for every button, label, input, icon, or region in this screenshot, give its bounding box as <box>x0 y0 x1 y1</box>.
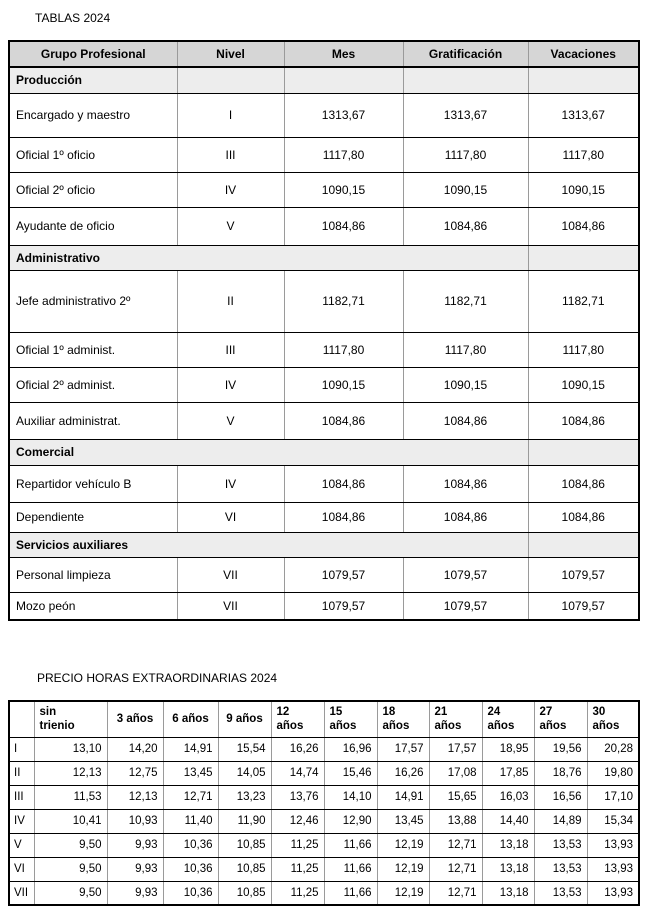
table-row <box>9 207 639 245</box>
cell-value: 12,71 <box>163 785 218 809</box>
section-label: Comercial <box>9 439 528 465</box>
cell-vacaciones: 1084,86 <box>528 207 639 245</box>
cell-value: 13,45 <box>377 809 429 833</box>
header-label: 30 años <box>592 705 620 733</box>
cell-grupo: Oficial 2º administ. <box>9 367 177 402</box>
col-header-18-anos <box>377 701 429 737</box>
cell-value: 14,05 <box>218 761 271 785</box>
header-label: 21 años <box>434 705 462 733</box>
cell-vacaciones: 1313,67 <box>528 93 639 137</box>
header-label: 12 años <box>276 705 304 733</box>
header-label: 15 años <box>329 705 357 733</box>
cell-nivel: III <box>177 137 284 172</box>
col-header-30-anos <box>587 701 639 737</box>
col-header-gratificacion: Gratificación <box>403 41 528 67</box>
cell-gratificacion: 1090,15 <box>403 367 528 402</box>
section-row-administrativo <box>9 245 639 270</box>
cell-nivel: IV <box>177 172 284 207</box>
cell-gratificacion: 1084,86 <box>403 502 528 532</box>
cell-value: 15,46 <box>324 761 377 785</box>
table-row <box>9 809 639 833</box>
cell-nivel: IV <box>177 465 284 502</box>
cell-gratificacion: 1117,80 <box>403 332 528 367</box>
cell-gratificacion: 1313,67 <box>403 93 528 137</box>
cell-grupo: Mozo peón <box>9 592 177 620</box>
salary-table-title: TABLAS 2024 <box>35 11 111 25</box>
cell-value: 9,50 <box>34 857 107 881</box>
cell-nivel-label: VII <box>9 881 34 905</box>
cell-value: 11,40 <box>163 809 218 833</box>
table-row <box>9 137 639 172</box>
cell-nivel: II <box>177 270 284 332</box>
col-header-9-anos: 9 años <box>218 701 271 737</box>
cell-value: 13,23 <box>218 785 271 809</box>
cell-vacaciones: 1084,86 <box>528 465 639 502</box>
cell-value: 9,93 <box>107 881 163 905</box>
cell-value: 19,56 <box>534 737 587 761</box>
cell-mes: 1117,80 <box>284 332 403 367</box>
cell-value: 12,90 <box>324 809 377 833</box>
col-header-6-anos: 6 años <box>163 701 218 737</box>
overtime-table <box>8 700 640 906</box>
cell-value: 9,50 <box>34 833 107 857</box>
cell-mes: 1313,67 <box>284 93 403 137</box>
cell-nivel-label: II <box>9 761 34 785</box>
cell-grupo: Repartidor vehículo B <box>9 465 177 502</box>
cell-value: 12,13 <box>107 785 163 809</box>
table-row <box>9 502 639 532</box>
cell-value: 11,53 <box>34 785 107 809</box>
section-row-servicios-auxiliares <box>9 532 639 557</box>
cell-gratificacion: 1079,57 <box>403 557 528 592</box>
empty-cell <box>528 67 639 93</box>
cell-nivel: VII <box>177 592 284 620</box>
cell-value: 12,71 <box>429 857 482 881</box>
cell-vacaciones: 1117,80 <box>528 332 639 367</box>
table-row <box>9 367 639 402</box>
cell-value: 9,93 <box>107 833 163 857</box>
cell-value: 14,91 <box>377 785 429 809</box>
cell-vacaciones: 1084,86 <box>528 502 639 532</box>
cell-grupo: Ayudante de oficio <box>9 207 177 245</box>
cell-grupo: Jefe administrativo 2º <box>9 270 177 332</box>
cell-grupo: Personal limpieza <box>9 557 177 592</box>
table-row <box>9 402 639 439</box>
cell-mes: 1117,80 <box>284 137 403 172</box>
table-row <box>9 881 639 905</box>
cell-value: 19,80 <box>587 761 639 785</box>
cell-nivel: V <box>177 207 284 245</box>
cell-value: 10,36 <box>163 881 218 905</box>
col-header-empty <box>9 701 34 737</box>
section-row-produccion <box>9 67 639 93</box>
cell-value: 17,10 <box>587 785 639 809</box>
cell-vacaciones: 1079,57 <box>528 557 639 592</box>
cell-value: 13,45 <box>163 761 218 785</box>
cell-value: 15,34 <box>587 809 639 833</box>
col-header-27-anos <box>534 701 587 737</box>
table-row <box>9 857 639 881</box>
table-row <box>9 833 639 857</box>
cell-value: 13,93 <box>587 857 639 881</box>
table-row <box>9 737 639 761</box>
section-label: Administrativo <box>9 245 528 270</box>
cell-value: 14,89 <box>534 809 587 833</box>
cell-value: 10,85 <box>218 833 271 857</box>
col-header-sin-trienio <box>34 701 107 737</box>
cell-gratificacion: 1182,71 <box>403 270 528 332</box>
header-label: 27 años <box>539 705 567 733</box>
cell-value: 11,66 <box>324 857 377 881</box>
salary-table <box>8 40 640 621</box>
cell-value: 13,93 <box>587 833 639 857</box>
cell-value: 16,96 <box>324 737 377 761</box>
cell-value: 16,03 <box>482 785 534 809</box>
cell-value: 10,36 <box>163 833 218 857</box>
cell-value: 20,28 <box>587 737 639 761</box>
cell-value: 9,50 <box>34 881 107 905</box>
table-row <box>9 557 639 592</box>
cell-vacaciones: 1079,57 <box>528 592 639 620</box>
cell-value: 15,54 <box>218 737 271 761</box>
cell-value: 18,76 <box>534 761 587 785</box>
cell-vacaciones: 1117,80 <box>528 137 639 172</box>
col-header-vacaciones: Vacaciones <box>528 41 639 67</box>
col-header-mes: Mes <box>284 41 403 67</box>
salary-header-row <box>9 41 639 67</box>
cell-value: 11,66 <box>324 881 377 905</box>
cell-value: 11,25 <box>271 881 324 905</box>
cell-nivel: IV <box>177 367 284 402</box>
cell-value: 14,40 <box>482 809 534 833</box>
cell-nivel-label: V <box>9 833 34 857</box>
cell-value: 17,85 <box>482 761 534 785</box>
cell-value: 13,93 <box>587 881 639 905</box>
cell-value: 13,53 <box>534 881 587 905</box>
cell-nivel: I <box>177 93 284 137</box>
table-row <box>9 592 639 620</box>
cell-value: 13,18 <box>482 857 534 881</box>
cell-value: 9,93 <box>107 857 163 881</box>
cell-value: 17,57 <box>429 737 482 761</box>
table-row <box>9 465 639 502</box>
cell-mes: 1182,71 <box>284 270 403 332</box>
cell-value: 12,75 <box>107 761 163 785</box>
cell-value: 11,25 <box>271 833 324 857</box>
empty-cell <box>528 439 639 465</box>
cell-value: 11,66 <box>324 833 377 857</box>
cell-vacaciones: 1084,86 <box>528 402 639 439</box>
section-label: Producción <box>9 67 177 93</box>
cell-value: 12,19 <box>377 857 429 881</box>
cell-mes: 1084,86 <box>284 207 403 245</box>
overtime-header-row <box>9 701 639 737</box>
cell-mes: 1090,15 <box>284 172 403 207</box>
cell-gratificacion: 1084,86 <box>403 207 528 245</box>
table-row <box>9 270 639 332</box>
cell-nivel: VII <box>177 557 284 592</box>
cell-gratificacion: 1117,80 <box>403 137 528 172</box>
col-header-3-anos: 3 años <box>107 701 163 737</box>
cell-grupo: Oficial 2º oficio <box>9 172 177 207</box>
overtime-table-title: PRECIO HORAS EXTRAORDINARIAS 2024 <box>37 671 278 685</box>
empty-cell <box>528 245 639 270</box>
cell-value: 17,57 <box>377 737 429 761</box>
col-header-12-anos <box>271 701 324 737</box>
cell-value: 13,53 <box>534 857 587 881</box>
cell-mes: 1090,15 <box>284 367 403 402</box>
table-row <box>9 93 639 137</box>
cell-value: 12,71 <box>429 881 482 905</box>
cell-vacaciones: 1090,15 <box>528 172 639 207</box>
empty-cell <box>528 532 639 557</box>
cell-mes: 1079,57 <box>284 592 403 620</box>
empty-cell <box>177 67 284 93</box>
cell-grupo: Oficial 1º administ. <box>9 332 177 367</box>
cell-nivel-label: III <box>9 785 34 809</box>
col-header-grupo-profesional: Grupo Profesional <box>9 41 177 67</box>
col-header-24-anos <box>482 701 534 737</box>
cell-mes: 1079,57 <box>284 557 403 592</box>
cell-nivel: V <box>177 402 284 439</box>
cell-value: 10,85 <box>218 881 271 905</box>
cell-gratificacion: 1079,57 <box>403 592 528 620</box>
cell-value: 14,20 <box>107 737 163 761</box>
cell-value: 18,95 <box>482 737 534 761</box>
cell-value: 12,19 <box>377 881 429 905</box>
section-row-comercial <box>9 439 639 465</box>
header-label: 24 años <box>487 705 515 733</box>
col-header-21-anos <box>429 701 482 737</box>
cell-gratificacion: 1084,86 <box>403 465 528 502</box>
empty-cell <box>403 67 528 93</box>
cell-mes: 1084,86 <box>284 502 403 532</box>
cell-value: 12,19 <box>377 833 429 857</box>
cell-value: 13,88 <box>429 809 482 833</box>
cell-grupo: Dependiente <box>9 502 177 532</box>
cell-value: 16,26 <box>271 737 324 761</box>
cell-value: 10,41 <box>34 809 107 833</box>
table-row <box>9 172 639 207</box>
empty-cell <box>284 67 403 93</box>
cell-value: 12,13 <box>34 761 107 785</box>
header-label: 18 años <box>382 705 410 733</box>
col-header-nivel: Nivel <box>177 41 284 67</box>
cell-value: 16,56 <box>534 785 587 809</box>
cell-value: 14,91 <box>163 737 218 761</box>
table-row <box>9 761 639 785</box>
table-row <box>9 785 639 809</box>
cell-value: 16,26 <box>377 761 429 785</box>
cell-value: 14,74 <box>271 761 324 785</box>
cell-value: 12,46 <box>271 809 324 833</box>
cell-mes: 1084,86 <box>284 465 403 502</box>
cell-grupo: Auxiliar administrat. <box>9 402 177 439</box>
cell-mes: 1084,86 <box>284 402 403 439</box>
cell-value: 13,76 <box>271 785 324 809</box>
cell-value: 13,18 <box>482 881 534 905</box>
cell-value: 14,10 <box>324 785 377 809</box>
cell-value: 13,53 <box>534 833 587 857</box>
cell-value: 10,85 <box>218 857 271 881</box>
cell-value: 11,25 <box>271 857 324 881</box>
cell-vacaciones: 1090,15 <box>528 367 639 402</box>
table-row <box>9 332 639 367</box>
cell-value: 12,71 <box>429 833 482 857</box>
cell-grupo: Oficial 1º oficio <box>9 137 177 172</box>
cell-gratificacion: 1090,15 <box>403 172 528 207</box>
cell-nivel-label: VI <box>9 857 34 881</box>
section-label: Servicios auxiliares <box>9 532 528 557</box>
cell-value: 13,18 <box>482 833 534 857</box>
col-header-15-anos <box>324 701 377 737</box>
cell-value: 11,90 <box>218 809 271 833</box>
cell-nivel: III <box>177 332 284 367</box>
cell-vacaciones: 1182,71 <box>528 270 639 332</box>
cell-value: 10,36 <box>163 857 218 881</box>
cell-value: 10,93 <box>107 809 163 833</box>
cell-nivel: VI <box>177 502 284 532</box>
cell-value: 17,08 <box>429 761 482 785</box>
cell-nivel-label: IV <box>9 809 34 833</box>
cell-nivel-label: I <box>9 737 34 761</box>
cell-value: 13,10 <box>34 737 107 761</box>
cell-gratificacion: 1084,86 <box>403 402 528 439</box>
header-label: sin trienio <box>39 705 75 733</box>
cell-value: 15,65 <box>429 785 482 809</box>
cell-grupo: Encargado y maestro <box>9 93 177 137</box>
